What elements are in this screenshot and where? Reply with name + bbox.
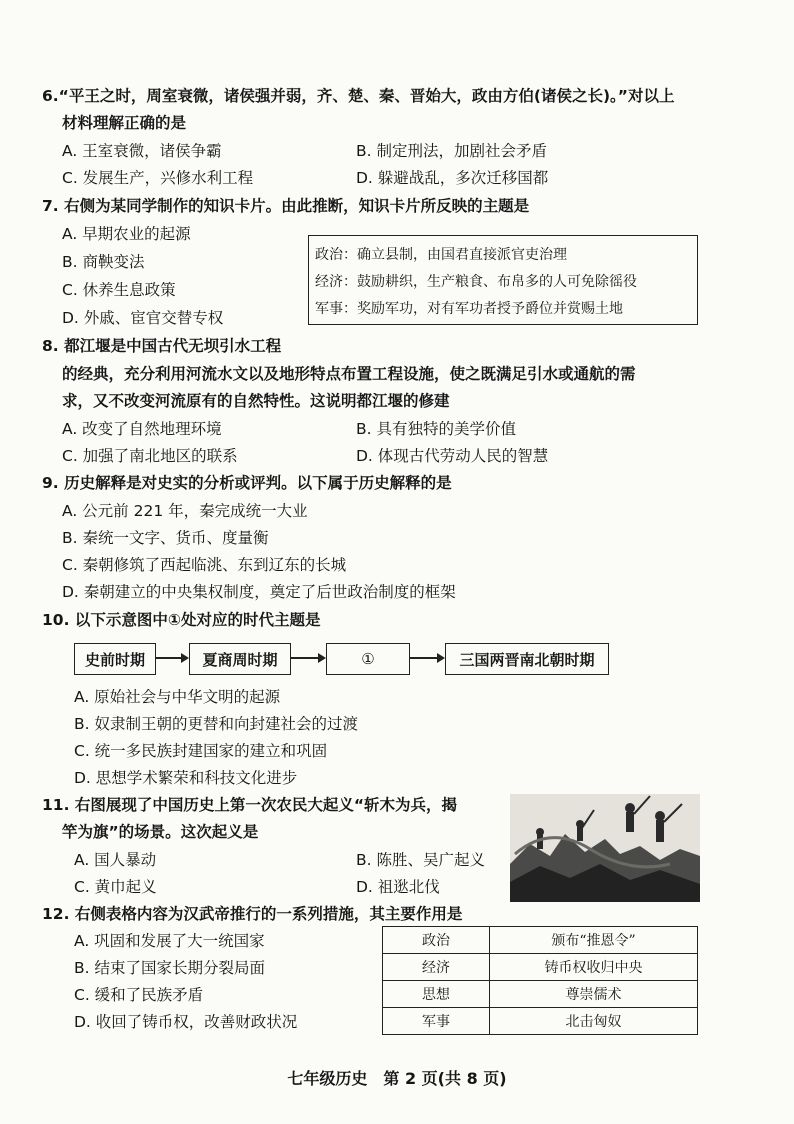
q9-option-c: C. 秦朝修筑了西起临洮、东到辽东的长城 [62,556,347,574]
table-cell-category: 思想 [383,981,490,1008]
q6-option-c: C. 发展生产，兴修水利工程 [62,169,254,187]
table-row [383,981,698,1008]
q12-option-b: B. 结束了国家长期分裂局面 [74,959,265,977]
q6-option-a: A. 王室衰微，诸侯争霸 [62,142,222,160]
q8-option-c: C. 加强了南北地区的联系 [62,447,238,465]
flow-arrow-1 [155,657,187,659]
card-line-politics: 政治：确立县制，由国君直接派官吏治理 [315,247,567,263]
q11-stem-line2: 竿为旗”的场景。这次起义是 [62,823,259,841]
flow-box-three-kingdoms: 三国两晋南北朝时期 [445,643,609,675]
q12-option-d: D. 收回了铸币权，改善财政状况 [74,1013,298,1031]
q6-option-b: B. 制定刑法，加剧社会矛盾 [356,142,547,160]
q8-stem-line3: 求，又不改变河流原有的自然特性。这说明都江堰的修建 [62,392,450,410]
q6-option-d: D. 躲避战乱，多次迁移国都 [356,169,549,187]
q10-option-c: C. 统一多民族封建国家的建立和巩固 [74,742,328,760]
flow-box-blank-1: ① [326,643,410,675]
flow-arrow-3 [409,657,443,659]
page-footer: 七年级历史 第 2 页(共 8 页) [287,1069,507,1088]
q11-option-a: A. 国人暴动 [74,851,157,869]
q6-stem-line1: 6.“平王之时，周室衰微，诸侯强并弱，齐、楚、秦、晋始大，政由方伯(诸侯之长)。”对以上 [42,87,675,105]
q9-option-d: D. 秦朝建立的中央集权制度，奠定了后世政治制度的框架 [62,583,456,601]
flow-box-prehistory: 史前时期 [74,643,156,675]
q11-option-c: C. 黄巾起义 [74,878,157,896]
table-cell-category: 经济 [383,954,490,981]
flow-arrow-2 [290,657,324,659]
q8-stem-line1: 8. 都江堰是中国古代无坝引水工程 [42,337,282,355]
q8-option-d: D. 体现古代劳动人民的智慧 [356,447,549,465]
q10-option-d: D. 思想学术繁荣和科技文化进步 [74,769,298,787]
table-row [383,927,698,954]
table-cell-measure: 尊崇儒术 [490,981,698,1008]
q7-option-c: C. 休养生息政策 [62,281,176,299]
q6-stem-line2: 材料理解正确的是 [62,114,187,132]
card-line-military: 军事：奖励军功，对有军功者授予爵位并赏赐土地 [315,301,623,317]
q7-option-a: A. 早期农业的起源 [62,225,191,243]
wudi-measures-table [382,926,698,1035]
q11-option-b: B. 陈胜、吴广起义 [356,851,485,869]
table-cell-category: 军事 [383,1008,490,1035]
q11-stem-line1: 11. 右图展现了中国历史上第一次农民大起义“斩木为兵，揭 [42,796,458,814]
q10-option-a: A. 原始社会与中华文明的起源 [74,688,281,706]
uprising-illustration [510,794,700,902]
q12-option-c: C. 缓和了民族矛盾 [74,986,204,1004]
q10-option-b: B. 奴隶制王朝的更替和向封建社会的过渡 [74,715,358,733]
q8-stem-line2: 的经典，充分利用河流水文以及地形特点布置工程设施，使之既满足引水或通航的需 [62,365,636,383]
q11-option-d: D. 祖逖北伐 [356,878,440,896]
table-cell-measure: 北击匈奴 [490,1008,698,1035]
q8-option-a: A. 改变了自然地理环境 [62,420,222,438]
flow-box-xia-shang-zhou: 夏商周时期 [189,643,291,675]
q9-option-b: B. 秦统一文字、货币、度量衡 [62,529,269,547]
q8-option-b: B. 具有独特的美学价值 [356,420,516,438]
q12-option-a: A. 巩固和发展了大一统国家 [74,932,265,950]
q7-option-b: B. 商鞅变法 [62,253,145,271]
table-cell-measure: 铸币权收归中央 [490,954,698,981]
q9-stem: 9. 历史解释是对史实的分析或评判。以下属于历史解释的是 [42,474,452,492]
table-cell-measure: 颁布“推恩令” [490,927,698,954]
q7-stem: 7. 右侧为某同学制作的知识卡片。由此推断，知识卡片所反映的主题是 [42,197,530,215]
q12-stem: 12. 右侧表格内容为汉武帝推行的一系列措施，其主要作用是 [42,905,463,923]
table-cell-category: 政治 [383,927,490,954]
table-row [383,1008,698,1035]
card-line-economy: 经济：鼓励耕织，生产粮食、布帛多的人可免除徭役 [315,274,637,290]
knowledge-card [308,235,698,325]
q9-option-a: A. 公元前 221 年，秦完成统一大业 [62,502,308,520]
q7-option-d: D. 外戚、宦官交替专权 [62,309,224,327]
table-row [383,954,698,981]
q10-stem: 10. 以下示意图中①处对应的时代主题是 [42,611,321,629]
